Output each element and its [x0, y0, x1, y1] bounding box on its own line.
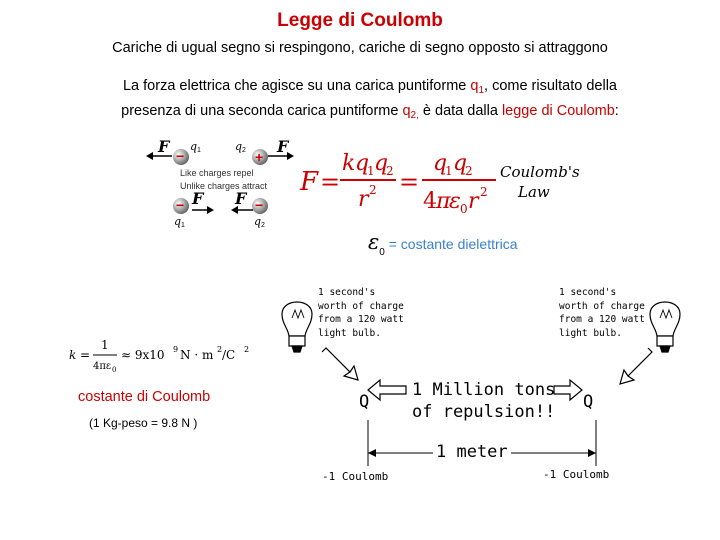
- coulomb-label-right: -1 Coulomb: [543, 468, 610, 481]
- charge-q-right: Q: [583, 392, 594, 412]
- plus-sign: +: [255, 149, 264, 165]
- force-label: F: [158, 137, 170, 156]
- k-equals: =: [80, 348, 91, 362]
- k-units-c: /C: [222, 348, 236, 362]
- note-line: from a 120 watt: [559, 314, 645, 325]
- coulomb-constant-label: costante di Coulomb: [78, 389, 211, 405]
- formula-r: r: [468, 189, 479, 214]
- charge-q-left: Q: [359, 392, 370, 412]
- q2-sub: 2: [242, 147, 246, 154]
- epsilon-text: = costante dielettrica: [384, 236, 518, 252]
- k-numerator: 1: [101, 338, 109, 352]
- k-symbol: k: [69, 348, 77, 362]
- epsilon-definition: [368, 230, 518, 258]
- note-line: 1 second's: [318, 287, 376, 298]
- kg-weight-note: (1 Kg-peso = 9.8 N ): [89, 416, 198, 430]
- force-label: F: [235, 189, 247, 208]
- intro-text: La forza elettrica che agisce su una carica puntiforme: [122, 78, 471, 94]
- note-line: 1 second's: [559, 287, 617, 298]
- coulomb-label-left: -1 Coulomb: [322, 470, 389, 483]
- k-formula: [65, 336, 255, 376]
- page-title: Legge di Coulomb: [277, 10, 443, 31]
- meter-arrowhead: [588, 449, 596, 457]
- formula-k: k: [342, 151, 356, 176]
- q2-label: q: [235, 140, 243, 153]
- note-line: worth of charge: [559, 300, 645, 312]
- coulomb-law-link[interactable]: legge di Coulomb: [501, 103, 615, 119]
- like-charges-text: Like charges repel: [180, 168, 254, 178]
- epsilon-subscript: 0: [379, 247, 385, 258]
- formula-eps-sub: 0: [460, 202, 468, 216]
- formula-q2: q: [374, 151, 389, 176]
- down-right-arrow-icon: [322, 348, 358, 380]
- formula-q1: q: [433, 151, 448, 176]
- formula-q2-sub: 2: [465, 164, 473, 178]
- q2-symbol: q: [402, 103, 411, 119]
- down-left-arrow-icon: [620, 348, 652, 384]
- k-denominator: 4πε: [93, 361, 112, 372]
- left-arrow-icon: [368, 380, 406, 400]
- q2-sub: 2: [261, 222, 265, 229]
- law-name: Law: [518, 183, 550, 201]
- formula-q2: q: [453, 151, 468, 176]
- formula-eps: ε: [449, 189, 461, 214]
- intro-text: è data dalla: [418, 103, 502, 119]
- page-subtitle: Cariche di ugual segno si respingono, cariche di segno opposto si attraggono: [112, 40, 608, 56]
- intro-text: presenza di una seconda carica puntiforme: [121, 103, 403, 119]
- formula-r: r: [358, 187, 369, 212]
- repulsion-line: 1 Million tons: [412, 380, 556, 400]
- intro-text: :: [614, 103, 619, 119]
- force-arrowhead: [207, 206, 214, 214]
- q1-sub: 1: [181, 222, 185, 229]
- unlike-charges-text: Unlike charges attract: [180, 181, 268, 191]
- force-label: F: [277, 137, 289, 156]
- formula-equals: =: [320, 168, 341, 196]
- coulomb-law-figure: [140, 130, 580, 230]
- k-value: ≈ 9x10: [121, 348, 165, 362]
- q2-label: q: [254, 215, 262, 228]
- intro-paragraph: [60, 76, 680, 126]
- note-line: from a 120 watt: [318, 314, 404, 325]
- meter-arrowhead: [368, 449, 376, 457]
- repulsion-line: of repulsion!!: [412, 402, 556, 422]
- k-denominator-sub: 0: [112, 366, 117, 374]
- formula-q1: q: [355, 151, 370, 176]
- q1-label: q: [190, 140, 198, 153]
- formula-q1-sub: 1: [445, 164, 453, 178]
- intro-text: , come risultato della: [484, 78, 617, 94]
- q2-subscript: 2,: [410, 110, 419, 121]
- formula-pi: π: [436, 189, 451, 214]
- formula-q1-sub: 1: [367, 164, 375, 178]
- light-bulb-icon: [650, 302, 680, 352]
- minus-sign: −: [176, 197, 185, 213]
- minus-sign: −: [255, 197, 264, 213]
- distance-label: 1 meter: [433, 442, 511, 462]
- formula-q2-sub: 2: [386, 164, 394, 178]
- k-units: N · m: [180, 348, 214, 362]
- note-line: light bulb.: [559, 327, 622, 339]
- bulb-note-left: [318, 286, 404, 340]
- light-bulb-icon: [282, 302, 312, 352]
- coulomb-formula: [299, 151, 496, 216]
- formula-equals: =: [399, 168, 420, 196]
- epsilon-symbol: ε: [368, 230, 380, 254]
- q1-sub: 1: [197, 147, 201, 154]
- law-name: Coulomb's: [500, 163, 580, 181]
- bulb-note-right: [559, 286, 645, 340]
- k-c-exp: 2: [244, 345, 250, 354]
- repulsion-text: [412, 379, 555, 423]
- note-line: light bulb.: [318, 327, 381, 339]
- formula-r-exp: 2: [480, 185, 488, 199]
- minus-sign: −: [176, 148, 185, 164]
- k-exponent: 9: [173, 345, 179, 354]
- force-label: F: [192, 189, 204, 208]
- note-line: worth of charge: [318, 300, 404, 312]
- formula-r-exp: 2: [369, 183, 377, 197]
- right-arrow-icon: [554, 380, 582, 400]
- formula-four: 4: [423, 189, 437, 214]
- q1-subscript: 1: [478, 85, 485, 96]
- force-arrowhead: [146, 152, 153, 160]
- q1-label: q: [174, 215, 182, 228]
- formula-F: F: [300, 167, 319, 197]
- q1-symbol: q: [470, 78, 479, 94]
- k-units-exp: 2: [217, 345, 223, 354]
